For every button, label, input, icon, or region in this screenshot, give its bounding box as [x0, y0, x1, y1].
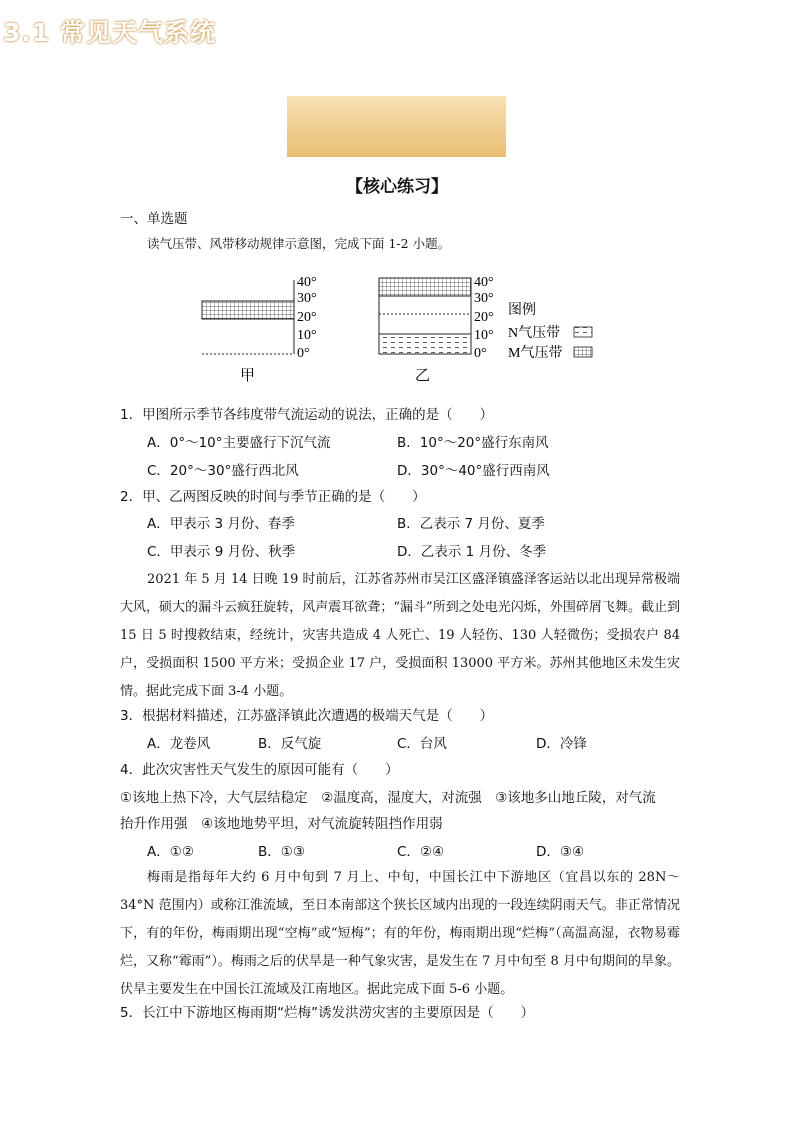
q2-stem: 2．甲、乙两图反映的时间与季节正确的是（ ）	[120, 489, 426, 505]
q1-option-c: C．20°～30°盛行西北风	[147, 463, 299, 479]
q4-option-a: A．①②	[147, 844, 194, 860]
q4-statement-line2: 抬升作用强 ④该地地势平坦，对气流旋转阻挡作用弱	[120, 816, 443, 832]
q3-stem: 3．根据材料描述，江苏盛泽镇此次遭遇的极端天气是（ ）	[120, 708, 494, 724]
title-banner	[287, 96, 506, 157]
q4-stem: 4．此次灾害性天气发生的原因可能有（ ）	[120, 762, 399, 778]
q1-option-d: D．30°～40°盛行西南风	[397, 463, 550, 479]
legend-m-label: M气压带	[508, 346, 563, 361]
jia-tick-0: 0°	[297, 346, 310, 361]
title-banner-text: 3.1 常见天气系统	[3, 17, 216, 47]
q4-statement-line1: ①该地上热下冷，大气层结稳定 ②温度高，湿度大，对流强 ③该地多山地丘陵，对气流	[120, 790, 656, 806]
q2-option-a: A．甲表示 3 月份、春季	[147, 516, 295, 532]
q5-stem: 5．长江中下游地区梅雨期“烂梅”诱发洪涝灾害的主要原因是（ ）	[120, 1005, 535, 1021]
passage-tornado: 2021 年 5 月 14 日晚 19 时前后，江苏省苏州市吴江区盛泽镇盛泽客运站以北出现异常极端大风，硕大的漏斗云疯狂旋转，风声震耳欲聋；“漏斗”所到之处电光闪烁，外围碎屑飞舞。截止到 15 日 5 时搜救结束，经统计，灾害共造成 4 人死亡、19 人轻伤、130 人轻微伤；受损农户 84 户，受损面积 1500 平方米；受损企业 17 户，受损面积 13000 平方米。苏州其他地区未发生灾情。据此完成下面 3-4 小题。	[120, 572, 680, 699]
q3-option-d: D．冷锋	[536, 736, 587, 752]
q2-option-b: B．乙表示 7 月份、夏季	[397, 516, 545, 532]
yi-tick-40: 40°	[474, 275, 494, 290]
legend-n-label: N气压带	[508, 326, 561, 341]
q3-option-c: C．台风	[397, 736, 447, 752]
q1-stem: 1．甲图所示季节各纬度带气流运动的说法，正确的是（ ）	[120, 407, 494, 423]
q1-option-a: A．0°～10°主要盛行下沉气流	[147, 435, 331, 451]
legend-m-swatch	[574, 347, 592, 357]
jia-tick-10: 10°	[297, 328, 317, 343]
q2-option-d: D．乙表示 1 月份、冬季	[397, 544, 547, 560]
q4-option-b: B．①③	[258, 844, 305, 860]
yi-tick-0: 0°	[474, 346, 487, 361]
jia-tick-40: 40°	[297, 275, 317, 290]
passage-meiyu: 梅雨是指每年大约 6 月中旬到 7 月上、中旬，中国长江中下游地区（宜昌以东的 28N～34°N 范围内）或称江淮流域，至日本南部这个狭长区域内出现的一段连续阴雨天气。非正常情况下，有的年份，梅雨期出现“空梅”或“短梅”；有的年份，梅雨期出现“烂梅”（高温高湿，衣物易霉烂，又称“霉雨”）。梅雨之后的伏旱是一种气象灾害，是发生在 7 月中旬至 8 月中旬期间的旱象。伏旱主要发生在中国长江流域及江南地区。据此完成下面 5-6 小题。	[120, 870, 680, 997]
q3-option-b: B．反气旋	[258, 736, 322, 752]
yi-tick-30: 30°	[474, 291, 494, 306]
legend-n-swatch	[574, 327, 592, 337]
q2-option-c: C．甲表示 9 月份、秋季	[147, 544, 296, 560]
yi-m-belt	[379, 278, 471, 296]
section-label: 一、单选题	[120, 211, 188, 227]
pressure-belt-diagram	[190, 270, 610, 390]
legend-title: 图例	[508, 303, 536, 318]
q3-option-a: A．龙卷风	[147, 736, 211, 752]
yi-n-belt	[379, 334, 471, 354]
q4-option-d: D．③④	[536, 844, 585, 860]
jia-tick-20: 20°	[297, 310, 317, 325]
q4-option-c: C．②④	[397, 844, 445, 860]
intro-1-2: 读气压带、风带移动规律示意图，完成下面 1-2 小题。	[147, 236, 451, 251]
yi-tick-10: 10°	[474, 328, 494, 343]
jia-tick-30: 30°	[297, 291, 317, 306]
practice-heading: 【核心练习】	[346, 177, 448, 197]
yi-tick-20: 20°	[474, 310, 494, 325]
label-jia: 甲	[240, 368, 256, 384]
q1-option-b: B．10°～20°盛行东南风	[397, 435, 549, 451]
label-yi: 乙	[415, 368, 431, 384]
jia-m-belt	[202, 301, 294, 319]
